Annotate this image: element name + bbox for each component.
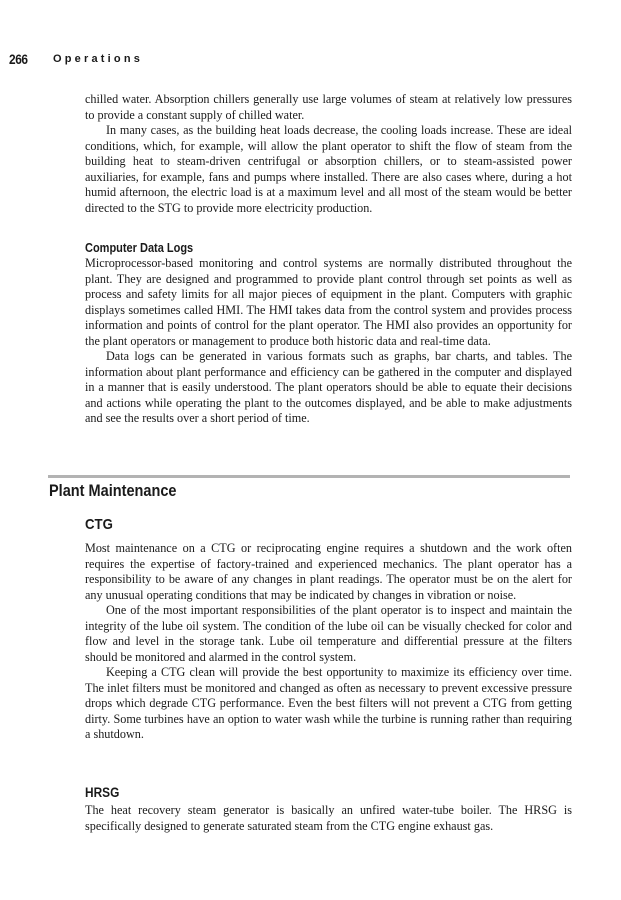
page-header: [9, 49, 143, 69]
plant-maintenance-title: Plant Maintenance: [49, 482, 177, 500]
paragraph: In many cases, as the building heat loads decrease, the cooling loads increase. These are ideal conditions, which, for example, will allow the plant operator to shift the flow of steam from the building heat to steam-driven centrifugal or absorption chillers, or to steam-assisted power auxiliaries, for example, fans and pumps where installed. There are also cases where, during a hot humid afternoon, the electric load is at a maximum level and all most of the steam would be better directed to the STG to provide more electricity production.: [85, 123, 572, 215]
ctg-heading: CTG: [85, 516, 113, 533]
paragraph: One of the most important responsibilities of the plant operator is to inspect and maintain the integrity of the lube oil system. The condition of the lube oil can be visually checked for color and flow and level in the storage tank. Lube oil temperature and differential pressure at the filters should be monitored and alarmed in the control system.: [85, 603, 572, 664]
paragraph: Microprocessor-based monitoring and control systems are normally distributed throughout the plant. They are designed and programmed to provide plant control through set points as well as process and safety limits for all major pieces of equipment in the plant. Computers with graphic displays sometimes called HMI. The HMI takes data from the control system and provides process information and points of control for the plant operator. The HMI also provides an opportunity for the plant operators or management to produce both historic data and real-time data.: [85, 256, 572, 348]
paragraph: Data logs can be generated in various formats such as graphs, bar charts, and tables. The information about plant performance and efficiency can be gathered in the computer and displayed in a manner that is easily understood. The plant operators should be able to equate their decisions and actions while operating the plant to the outcomes displayed, and be able to make adjustments and see the results over a short period of time.: [85, 349, 572, 425]
paragraph: chilled water. Absorption chillers generally use large volumes of steam at relatively low pressures to provide a constant supply of chilled water.: [85, 92, 572, 122]
computer-data-logs-section: [85, 240, 572, 427]
paragraph: The heat recovery steam generator is basically an unfired water-tube boiler. The HRSG is specifically designed to generate saturated steam from the CTG engine exhaust gas.: [85, 803, 572, 833]
running-head: Operations: [53, 53, 144, 65]
hrsg-section-text: [85, 803, 572, 834]
computer-data-logs-heading: Computer Data Logs: [85, 241, 194, 255]
paragraph: Keeping a CTG clean will provide the best opportunity to maximize its efficiency over time. The inlet filters must be monitored and changed as often as necessary to prevent excessive pressure drops which degrade CTG performance. Even the best filters will not prevent a CTG from getting dirty. Some turbines have an option to water wash while the turbine is running rather than requiring a shutdown.: [85, 665, 572, 741]
page-number: 266: [9, 51, 28, 67]
intro-text: [85, 92, 572, 216]
ctg-section-text: [85, 541, 572, 743]
paragraph: Most maintenance on a CTG or reciprocating engine requires a shutdown and the work often requires the expertise of factory-trained and experienced mechanics. The plant operator has a responsibility to be aware of any changes in plant readings. The operator must be on the alert for any unusual operating conditions that may be indicated by changes in vibration or noise.: [85, 541, 572, 602]
hrsg-heading: HRSG: [85, 785, 120, 800]
section-divider: [48, 475, 570, 478]
